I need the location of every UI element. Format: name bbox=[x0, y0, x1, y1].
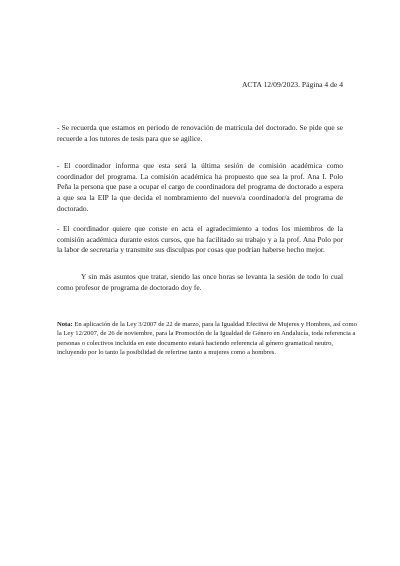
gender-note bbox=[57, 320, 363, 358]
note-label: Nota: bbox=[57, 321, 73, 328]
paragraph-enrollment-renewal: - Se recuerda que estamos en periodo de renovación de matrícula del doctorado. Se pide que se recuerde a los tutores de tesis para que se agilice. bbox=[57, 123, 343, 143]
page-header: ACTA 12/09/2023. Página 4 de 4 bbox=[241, 80, 343, 89]
paragraph-closing: Y sin más asuntos que tratar, siendo las once horas se levanta la sesión de todo lo cual como profesor de programa de doctorado doy fe. bbox=[57, 272, 343, 292]
paragraph-coordinator-change: - El coordinador informa que esta será la última sesión de comisión académica como coordinador del programa. La comisión académica ha propuesto que sea la prof. Ana I. Polo Peña la persona que pase a ocupar el cargo de coordinadora del programa de doctorado a espera a que sea la EIP la que decida el nombramiento del nuevo/a coordinador/a del programa de doctorado. bbox=[57, 161, 343, 213]
note-text: En aplicación de la Ley 3/2007 de 22 de marzo, para la Igualdad Efectiva de Mujeres y Hombres, así como la Ley 12/2007, de 26 de noviembre, para la Promoción de la Igualdad de Género en Andalucía, toda referencia a personas o colectivos incluida en este documento estará haciendo referencia al género gramatical neutro, incluyendo por lo tanto la posibilidad de referirse tanto a mujeres como a hombres. bbox=[57, 321, 357, 357]
paragraph-acknowledgements: - El coordinador quiere que conste en acta el agradecimiento a todos los miembros de la comisión académica durante estos cursos, que ha facilitado su trabajo y a la prof. Ana Polo por la labor de secretaria y transmite sus disculpas por cosas que podrían haberse hecho mejor. bbox=[57, 224, 343, 255]
